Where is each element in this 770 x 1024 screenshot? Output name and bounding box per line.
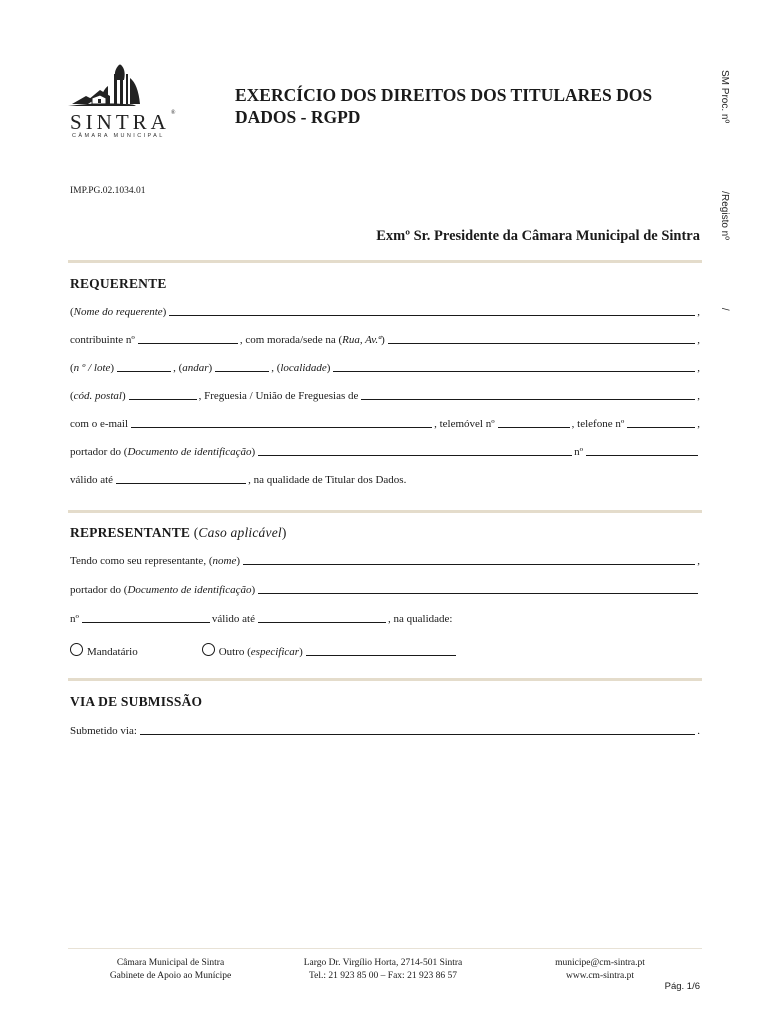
- contacts-row: com o e-mail , telemóvel nº , telefone nº ,: [70, 418, 700, 430]
- section-title-submissao: VIA DE SUBMISSÃO: [70, 694, 203, 709]
- validity-row: válido até , na qualidade de Titular dos Dados.: [70, 474, 407, 486]
- door-floor-locality-row: (n º / lote) , (andar) , (localidade) ,: [70, 362, 700, 374]
- process-slash: /: [719, 191, 730, 194]
- addressee-line: Exmº Sr. Presidente da Câmara Municipal de Sintra: [376, 228, 700, 244]
- postal-parish-row: (cód. postal) , Freguesia / União de Freguesias de ,: [70, 390, 700, 402]
- section-title-representante: REPRESENTANTE (Caso aplicável): [70, 525, 287, 540]
- logo-subtitle: CÂMARA MUNICIPAL: [72, 133, 165, 139]
- section-divider: [68, 510, 702, 513]
- footer-website[interactable]: www.cm-sintra.pt: [566, 970, 634, 981]
- representative-quality-row: [70, 642, 700, 658]
- other-quality-field[interactable]: [306, 646, 456, 656]
- mobile-field[interactable]: [498, 418, 570, 428]
- footer-divider: [68, 948, 702, 949]
- registry-number-label: Registo nº/: [719, 193, 730, 311]
- form-reference-code: IMP.PG.02.1034.01: [70, 186, 146, 196]
- id-number-field[interactable]: [586, 446, 698, 456]
- id-document-row: portador do (Documento de identificação) nº: [70, 446, 700, 458]
- floor-field[interactable]: [215, 362, 269, 372]
- process-number-label: SM Proc. nº/: [719, 70, 730, 194]
- nif-field[interactable]: [138, 334, 238, 344]
- registry-stamp: [718, 70, 731, 311]
- footer-organization: Câmara Municipal de Sintra Gabinete de Apoio ao Munícipe: [109, 958, 232, 981]
- representative-validity-field[interactable]: [258, 613, 386, 623]
- option-outro[interactable]: Outro (especificar): [202, 642, 303, 658]
- applicant-name-field[interactable]: [169, 306, 695, 316]
- footer-address: Largo Dr. Virgílio Horta, 2714-501 Sintra Tel.: 21 923 85 00 – Fax: 21 923 86 57: [303, 958, 463, 981]
- logo-wordmark: SINTRA®: [70, 110, 176, 134]
- option-mandatario[interactable]: Mandatário: [70, 642, 138, 658]
- radio-outro-icon[interactable]: [202, 643, 215, 656]
- footer-email[interactable]: municipe@cm-sintra.pt: [555, 958, 645, 968]
- postal-code-field[interactable]: [129, 390, 197, 400]
- section-divider: [68, 678, 702, 681]
- representative-name-row: Tendo como seu representante, (nome) ,: [70, 555, 700, 567]
- registry-slash: /: [719, 307, 730, 311]
- address-field[interactable]: [388, 334, 695, 344]
- id-document-field[interactable]: [258, 446, 572, 456]
- phone-field[interactable]: [627, 418, 695, 428]
- page-number: Pág. 1/6: [664, 981, 700, 992]
- id-validity-field[interactable]: [116, 474, 246, 484]
- representative-number-field[interactable]: [82, 613, 210, 623]
- submission-row: Submetido via: .: [70, 725, 700, 737]
- parish-field[interactable]: [361, 390, 695, 400]
- locality-field[interactable]: [333, 362, 695, 372]
- radio-mandatario-icon[interactable]: [70, 643, 83, 656]
- representative-id-field[interactable]: [258, 584, 698, 594]
- submission-channel-field[interactable]: [140, 725, 695, 735]
- door-number-field[interactable]: [117, 362, 171, 372]
- representative-id-row: portador do (Documento de identificação): [70, 584, 700, 596]
- email-field[interactable]: [131, 418, 432, 428]
- registered-mark: ®: [170, 110, 176, 116]
- applicant-name-row: (Nome do requerente) ,: [70, 306, 700, 318]
- nif-address-row: contribuinte nº , com morada/sede na (Rua, Av.ª) ,: [70, 334, 700, 346]
- document-title: EXERCÍCIO DOS DIREITOS DOS TITULARES DOS DADOS - RGPD: [235, 85, 653, 127]
- representative-name-field[interactable]: [243, 555, 695, 565]
- section-title-requerente: REQUERENTE: [70, 276, 167, 291]
- representative-number-row: nº válido até , na qualidade:: [70, 613, 453, 625]
- footer-contacts: [530, 957, 670, 982]
- section-divider: [68, 260, 702, 263]
